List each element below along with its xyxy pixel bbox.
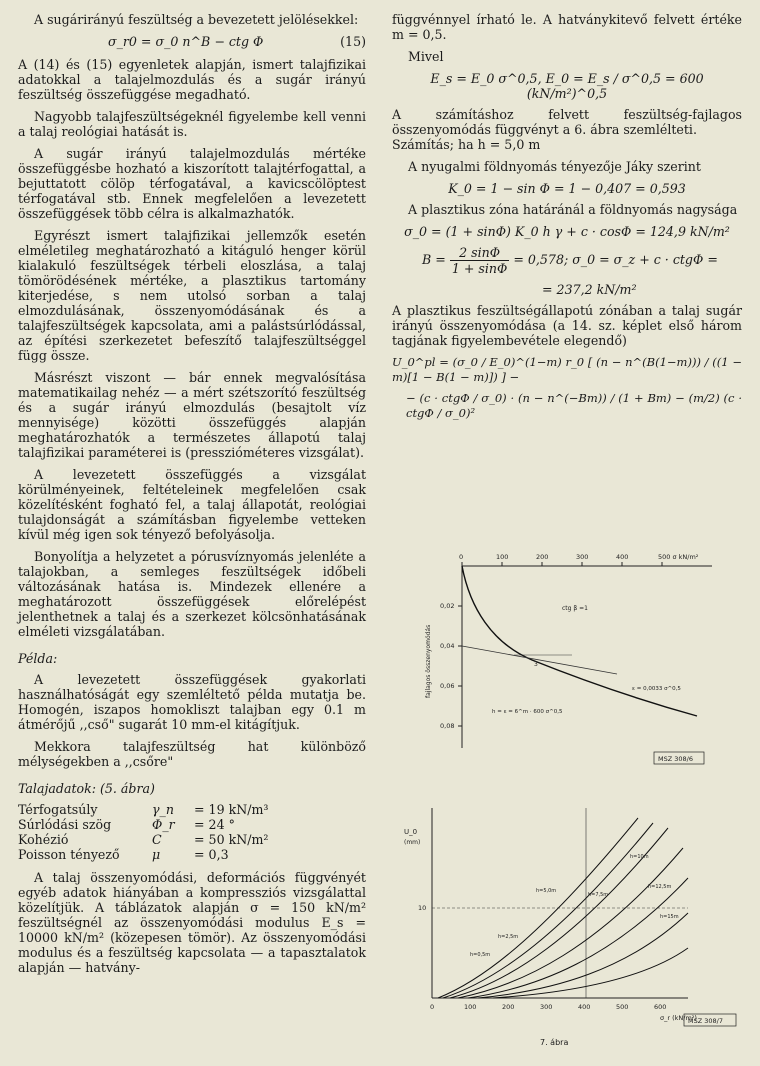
left-column — [18, 12, 366, 982]
fig2-y-unit: (mm) — [404, 839, 421, 846]
param-value: = 50 kN/m² — [194, 832, 269, 847]
table-row — [18, 847, 274, 862]
fig1-x-tick: 300 — [576, 553, 589, 561]
b-result: = 237,2 kN/m² — [542, 282, 637, 297]
param-symbol: μ — [152, 847, 161, 862]
fig1-curve — [462, 566, 697, 716]
fig1-curve-label: ε = 0,0033 σ^0,5 — [632, 686, 681, 692]
paragraph-2: Nagyobb talajfeszültségeknél figyelembe kell venni a talaj reológiai hatását is. — [18, 109, 366, 139]
param-symbol: Φ_r — [152, 817, 175, 832]
fig1-y-tick: 0,02 — [440, 602, 455, 610]
es-formula: E_s = E_0 σ^0,5, E_0 = E_s / σ^0,5 = 600 (kN/m²)^0,5 — [430, 71, 704, 101]
paragraph-1: A (14) és (15) egyenletek alapján, ismert talajfizikai adatokkal a talajelmozdulás és a sugár irányú feszültség összefüggése megadható. — [18, 57, 366, 102]
u-formula-line-1: U_0^pl = (σ_0 / E_0)^(1−m) r_0 [ (n − n^(B(1−m))) / ((1 − m)[1 − B(1 − m)]) ] − — [392, 355, 742, 384]
paragraph-7: Bonyolítja a helyzetet a pórusvíznyomás jelenléte a talajokban, a semleges feszültségek időbeli változásának hatása is. Mindezek ellenére a meghatározott összefüggések előrelépést jelenthetnek a talaj és a szerkezet kölcsönhatásának elméleti vizsgálatában. — [18, 549, 366, 639]
fig2-x-tick: 600 — [654, 1003, 667, 1011]
soil-parameters-table — [18, 802, 274, 862]
intro-paragraph: A sugárirányú feszültség a bevezetett jelölésekkel: — [34, 12, 359, 27]
fig2-x-tick: 0 — [430, 1003, 435, 1011]
param-name: Térfogatsúly — [18, 802, 98, 817]
fig1-y-label: fajlagos összenyomódás — [425, 624, 432, 698]
fig1-x-tick: 0 — [459, 553, 464, 561]
paragraph-3: A sugár irányú talajelmozdulás mértéke összefüggésbe hozható a kiszorított talajtérfogattal, a bejuttatott cölöp térfogatával, a kavicscölöptest térfogatával stb. Ennek megfelelően a levezetett összefüggések több célra is alkalmazhatók. — [18, 146, 366, 221]
right-paragraph-4: A nyugalmi földnyomás tényezője Jáky szerint — [408, 159, 701, 174]
fig2-curve-label: h=10m — [630, 854, 649, 860]
paragraph-6: A levezetett összefüggés a vizsgálat körülményeinek, feltételeinek megfelelően csak közelítésként fogható fel, a talaj állapotát, reológiai tulajdonságát a számításban figyelembe vetteken kívül még igen sok tényező befolyásolja. — [18, 467, 366, 542]
fig2-y-label: U_0 — [404, 828, 418, 836]
param-symbol: C — [152, 832, 162, 847]
fig2-x-label: σ_r (kN/m²) — [660, 1014, 697, 1022]
table-row — [18, 817, 274, 832]
equation-15-number: (15) — [340, 34, 366, 49]
fig1-x-tick: 400 — [616, 553, 629, 561]
paragraph-10: A talaj összenyomódási, deformációs függvényét egyéb adatok hiányában a kompressziós vizsgálattal közelítjük. A táblázatok alapján σ = 150 kN/m² feszültségnél az összenyomódási modulus E_s = 10000 kN/m² (közepesen tömör). Az összenyomódási modulus és a feszültség kapcsolata — a tapasztalatok alapján — hatvány- — [18, 870, 366, 975]
figure-7-displacement-curves — [398, 788, 748, 1038]
equation-15 — [18, 34, 366, 49]
right-paragraph-6: A plasztikus feszültségállapotú zónában a talaj sugár irányú összenyomódása (a 14. sz. képlet első három tagjának figyelembevétele elegendő) — [392, 303, 742, 348]
param-value: = 0,3 — [194, 847, 229, 862]
fig1-x-tick: 500 σ kN/m² — [658, 553, 699, 561]
b-fraction — [450, 245, 510, 276]
fig2-curve — [478, 913, 688, 998]
paragraph-8: A levezetett összefüggések gyakorlati használhatóságát egy szemléltető példa mutatja be. Homogén, iszapos homokliszt talajban egy 0.1 m átmérőjű ,,cső" sugarát 10 mm-el kitágítjuk. — [18, 672, 366, 732]
fig2-x-tick: 300 — [540, 1003, 553, 1011]
fig1-y-tick: 0,04 — [440, 642, 455, 650]
example-heading: Példa: — [18, 651, 58, 666]
fig2-curve-label: h=2,5m — [498, 934, 519, 940]
param-name: Súrlódási szög — [18, 817, 112, 832]
fig2-x-tick: 200 — [502, 1003, 515, 1011]
fig1-stamp: MSZ 308/6 — [658, 755, 693, 763]
fig2-curve-label: h=0,5m — [470, 952, 491, 958]
fig1-y-tick: 0,08 — [440, 722, 455, 730]
fig1-y-tick: 0,06 — [440, 682, 455, 690]
mivel-label: Mivel — [408, 49, 444, 64]
fig2-x-tick: 100 — [464, 1003, 477, 1011]
b-formula-end: = 0,578; σ_0 = σ_z + c · ctgΦ = — [513, 252, 718, 267]
b-fraction-numerator: 2 sinΦ — [450, 245, 510, 261]
u-formula-line-2: − (c · ctgΦ / σ_0) · (n − n^(−Bm)) / (1 + Bm) − (m/2) (c · ctgΦ / σ_0)² — [406, 391, 742, 420]
param-name: Kohézió — [18, 832, 69, 847]
b-formula-start: B = — [422, 252, 446, 267]
paragraph-4: Egyrészt ismert talajfizikai jellemzők esetén elméletileg meghatározható a kitáguló henger körül kialakuló feszültségek térbeli eloszlása, a talaj tömörödésének mértéke, a plasztikus tartomány kiterjedése, s nem utolsó sorban a talaj elmozdulásának, összenyomódásának és a talajfeszültségek kapcsolata, ami a palástsúrlódással, az építési szerkezetet befeszítő talajfeszültséggel függ össze. — [18, 228, 366, 363]
fig2-curve — [443, 823, 653, 998]
right-paragraph-3: Számítás; ha h = 5,0 m — [392, 137, 541, 152]
right-paragraph-5: A plasztikus zóna határánál a földnyomás nagysága — [408, 202, 738, 217]
param-value: = 19 kN/m³ — [194, 802, 269, 817]
fig1-x-tick: 100 — [496, 553, 509, 561]
fig2-curve-label: h=15m — [660, 914, 679, 920]
fig2-y-tick: 10 — [418, 904, 427, 912]
k0-formula: K_0 = 1 − sin Φ = 1 − 0,407 = 0,593 — [448, 181, 686, 196]
table-row — [18, 802, 274, 817]
right-paragraph-2: A számításhoz felvett feszültség-fajlagos összenyomódás függvényt a 6. ábra szemlélteti. — [392, 107, 742, 137]
fig2-curve — [493, 948, 688, 998]
table-row — [18, 832, 274, 847]
b-fraction-denominator: 1 + sinΦ — [451, 261, 508, 276]
param-value: = 24 ° — [194, 817, 235, 832]
param-name: Poisson tényező — [18, 847, 120, 862]
param-symbol: γ_n — [152, 802, 174, 817]
fig2-x-tick: 400 — [578, 1003, 591, 1011]
figure-caption: 7. ábra — [540, 1038, 569, 1047]
figure-6-stress-strain — [422, 548, 722, 768]
right-column — [392, 12, 742, 427]
fig1-angle-label: 3 — [534, 661, 538, 668]
b-formula — [392, 245, 742, 276]
paragraph-5: Másrészt viszont — bár ennek megvalósítása matematikailag nehéz — a mért szétszorító feszültség és a sugár irányú elmozdulás (besajtolt víz mennyisége) közötti összefüggés alapján meghatározhatók a természetes állapotú talaj talajfizikai paraméterei is (presszióméteres vizsgálat). — [18, 370, 366, 460]
equation-15-formula: σ_r0 = σ_0 n^B − ctg Φ — [108, 34, 264, 49]
fig2-stamp: MSZ 308/7 — [688, 1017, 723, 1025]
fig1-h-label: h = ε = 6^m · 600 σ^0,5 — [492, 709, 563, 715]
soil-data-heading: Talajadatok: (5. ábra) — [18, 781, 155, 796]
sigma-formula: σ_0 = (1 + sinΦ) K_0 h γ + c · cosΦ = 124,9 kN/m² — [404, 224, 730, 239]
fig2-curve-label: h=7,5m — [588, 892, 609, 898]
fig1-tangent-line — [462, 646, 617, 674]
paragraph-9: Mekkora talajfeszültség hat különböző mélységekben a ,,csőre" — [18, 739, 366, 769]
fig1-label-a: ctg β =1 — [562, 605, 588, 612]
fig1-x-tick: 200 — [536, 553, 549, 561]
fig2-curve-label: h=5,0m — [536, 888, 557, 894]
right-paragraph-1: függvénnyel írható le. A hatványkitevő felvett értéke m = 0,5. — [392, 12, 742, 42]
fig2-x-tick: 500 — [616, 1003, 629, 1011]
fig2-curve-label: h=12,5m — [648, 884, 672, 890]
